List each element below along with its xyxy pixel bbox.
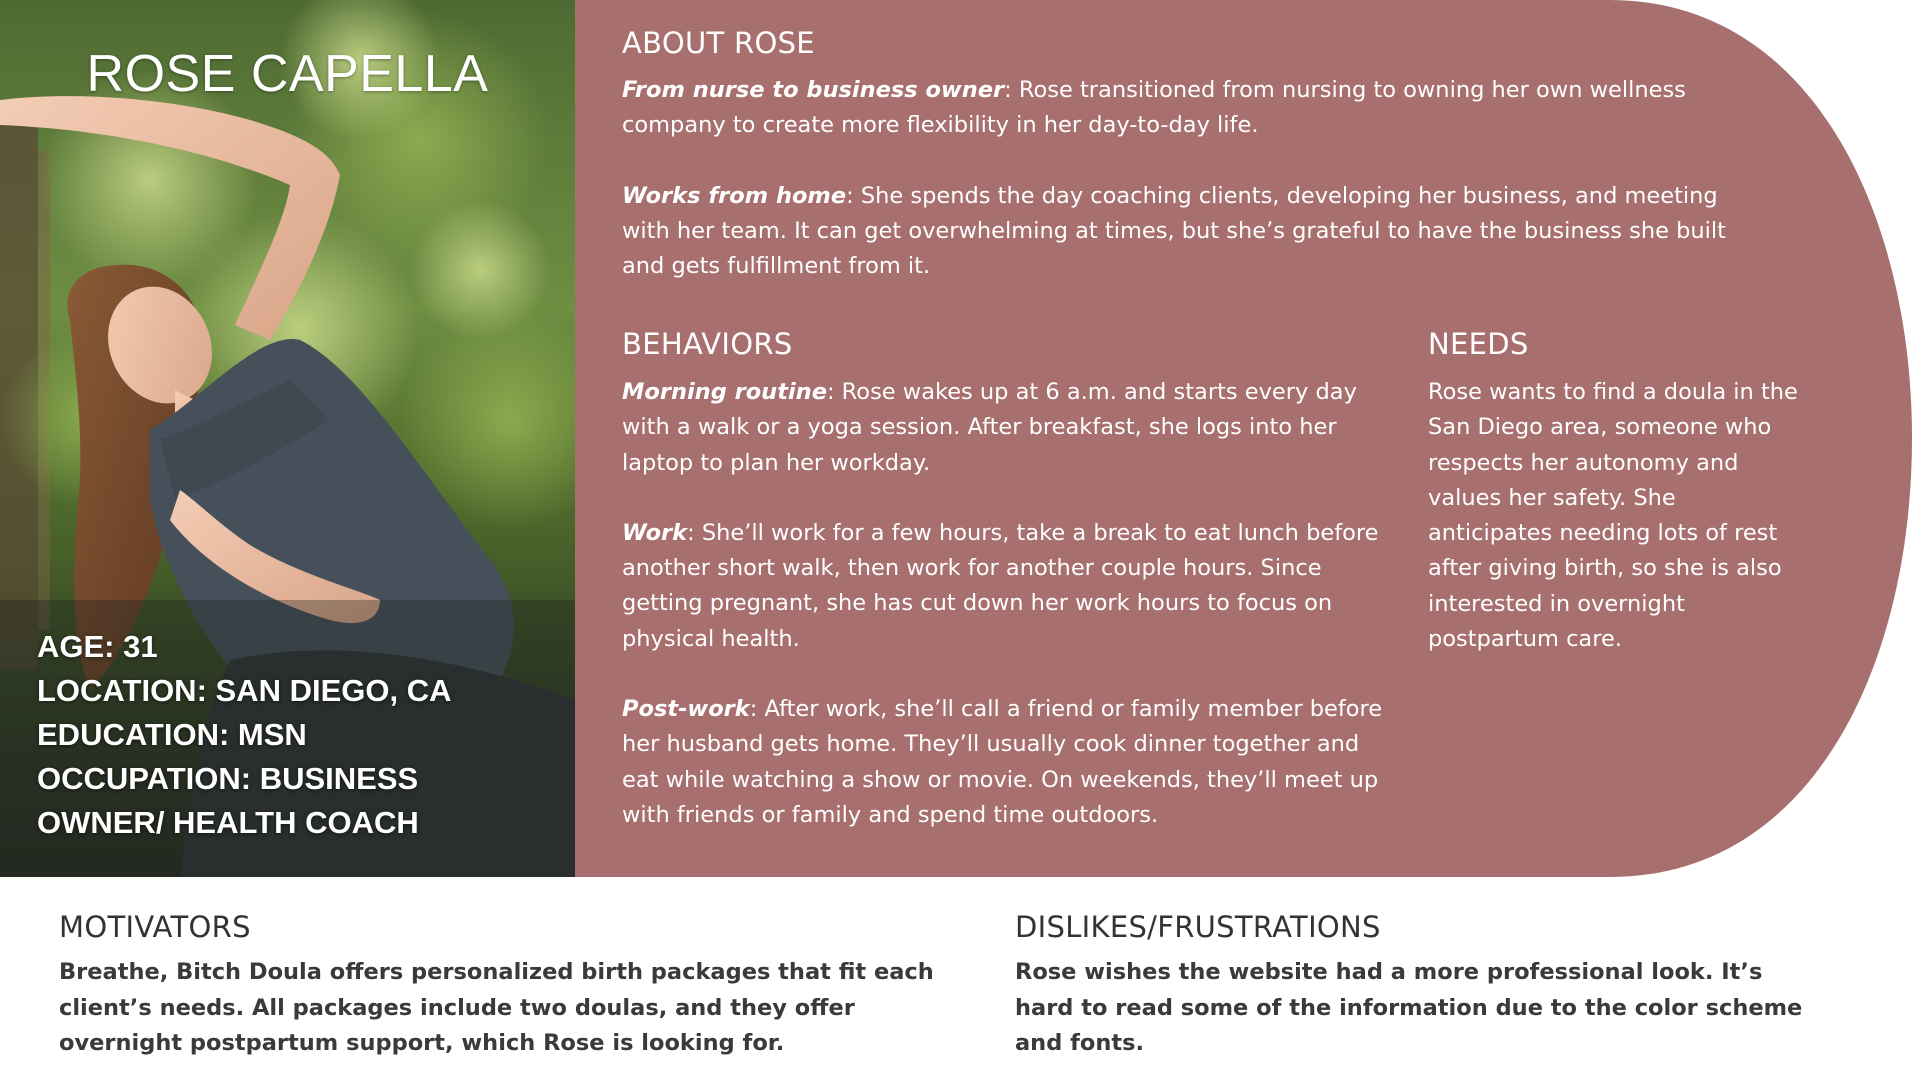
about-lead: From nurse to business owner xyxy=(622,77,1005,103)
fact-occupation: OCCUPATION: BUSINESS xyxy=(37,761,419,796)
behaviors-heading: BEHAVIORS xyxy=(622,327,793,361)
dislikes-heading: DISLIKES/FRUSTRATIONS xyxy=(1015,910,1381,944)
behaviors-text: : Rose wakes up at 6 a.m. and starts every day with a walk or a yoga session. After breakfast, she logs into her laptop to plan her workday. xyxy=(622,379,1357,476)
about-paragraph xyxy=(622,179,1772,285)
about-heading: ABOUT ROSE xyxy=(622,26,815,60)
needs-heading: NEEDS xyxy=(1428,327,1529,361)
behaviors-lead: Post-work xyxy=(622,696,750,723)
behaviors-paragraph xyxy=(622,516,1392,657)
needs-body: Rose wants to find a doula in the San Diego area, someone who respects her autonomy and values her safety. She anticipates needing lots of rest after giving birth, so she is also interested in overnight postpartum care. xyxy=(1428,379,1798,653)
fact-location: LOCATION: SAN DIEGO, CA xyxy=(37,673,452,708)
behaviors-text: : She’ll work for a few hours, take a break to eat lunch before another short walk, then work for another couple hours. Since getting pregnant, she has cut down her work hours to focus on physical health. xyxy=(622,519,1379,652)
motivators-heading: MOTIVATORS xyxy=(59,910,251,944)
behaviors-paragraph xyxy=(622,692,1392,833)
dislikes-body: Rose wishes the website had a more professional look. It’s hard to read some of the information due to the color scheme and fonts. xyxy=(1015,959,1803,1056)
about-text: : Rose transitioned from nursing to owning her own wellness company to create more flexibility in her day-to-day life. xyxy=(622,77,1686,139)
about-text: : She spends the day coaching clients, developing her business, and meeting with her team. It can get overwhelming at times, but she’s grateful to have the business she built and gets fulfillment from it. xyxy=(622,182,1726,280)
fact-age: AGE: 31 xyxy=(37,629,158,664)
about-lead: Works from home xyxy=(622,182,847,209)
fact-occupation-cont: OWNER/ HEALTH COACH xyxy=(37,805,419,840)
about-body xyxy=(622,73,1772,284)
motivators-body: Breathe, Bitch Doula offers personalized birth packages that fit each client’s needs. All packages include two doulas, and they offer overnight postpartum support, which Rose is looking for. xyxy=(59,959,934,1056)
behaviors-body xyxy=(622,375,1392,833)
persona-photo-panel xyxy=(0,0,575,877)
behaviors-paragraph xyxy=(622,375,1392,481)
persona-facts xyxy=(37,625,451,845)
behaviors-lead: Morning routine xyxy=(622,379,827,405)
fact-education: EDUCATION: MSN xyxy=(37,717,307,752)
persona-name: ROSE CAPELLA xyxy=(86,45,489,103)
about-paragraph xyxy=(622,73,1772,144)
behaviors-text: : After work, she’ll call a friend or family member before her husband gets home. They’ll usually cook dinner together and eat while watching a show or movie. On weekends, they’ll meet up with friends or family and spend time outdoors. xyxy=(622,696,1383,828)
behaviors-lead: Work xyxy=(622,519,688,546)
